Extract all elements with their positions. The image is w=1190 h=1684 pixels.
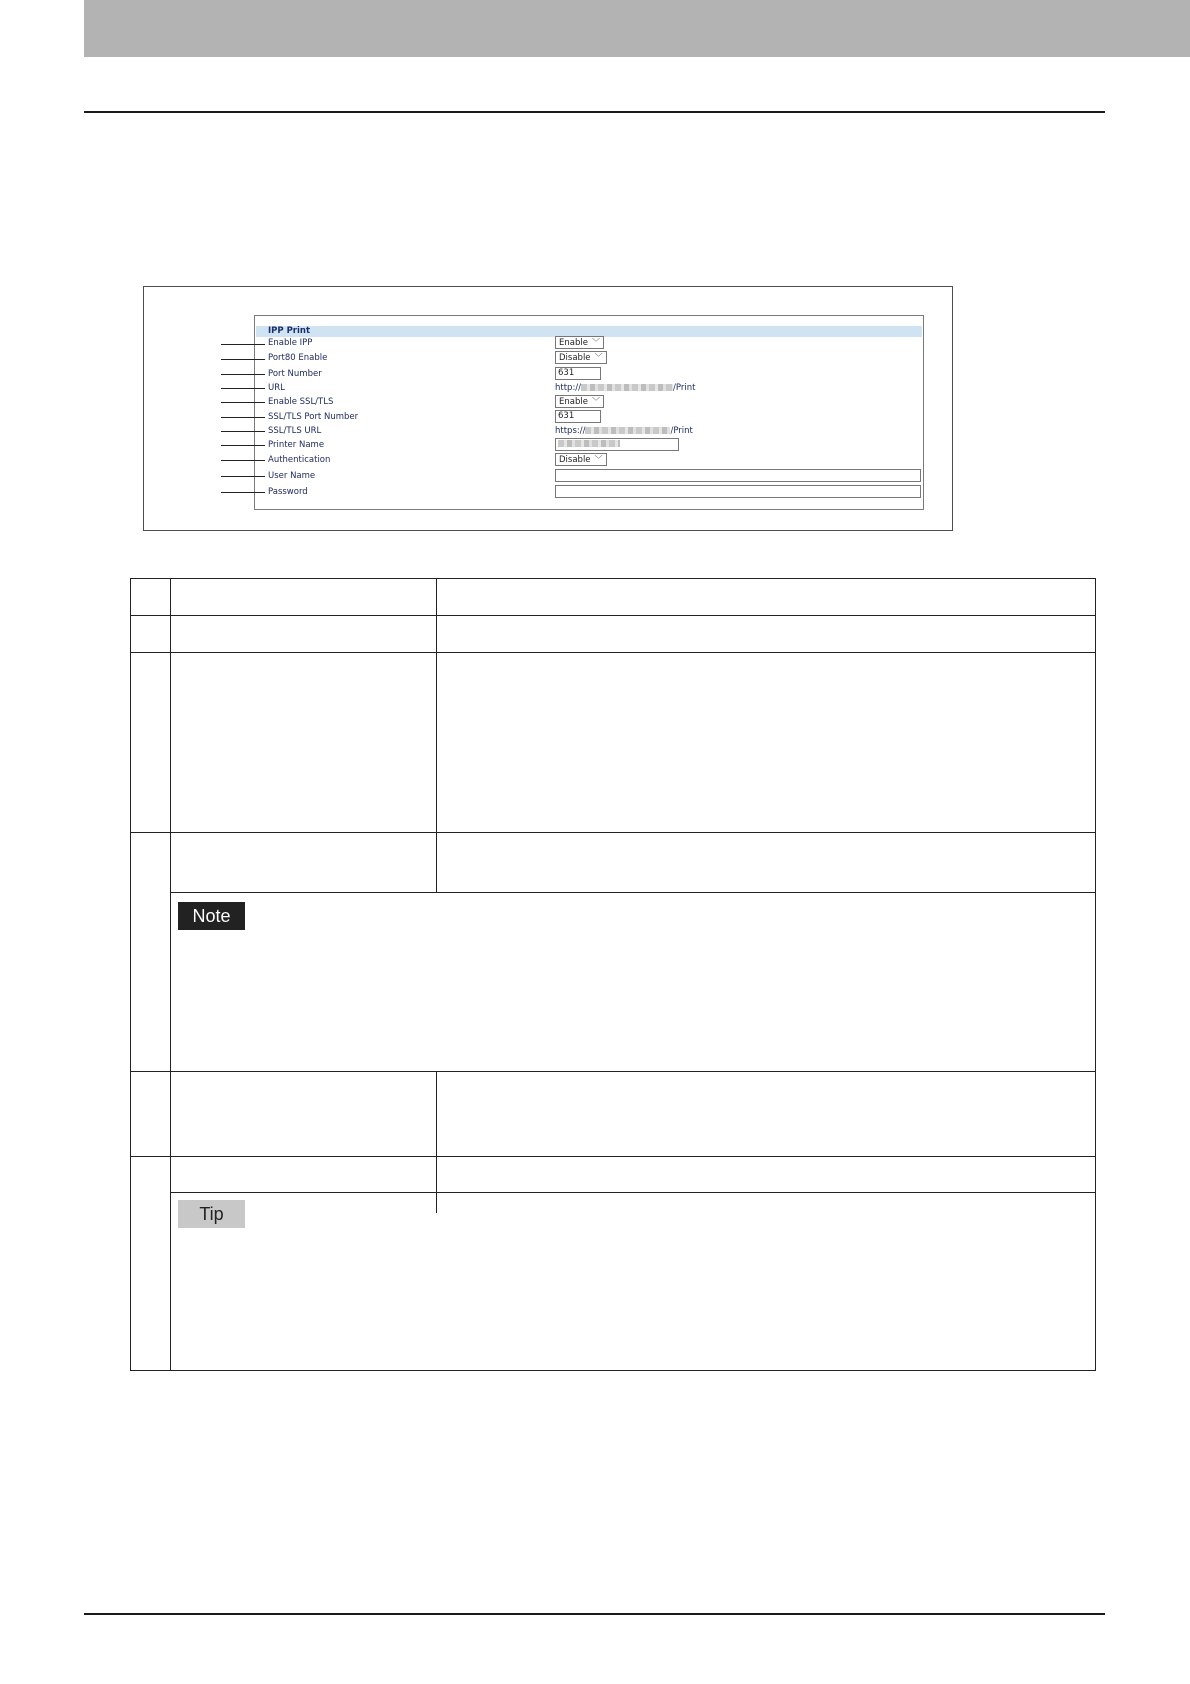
row-ssl-tls-url <box>268 424 918 438</box>
page-header-bar <box>84 0 1190 57</box>
row-port-number <box>268 367 918 381</box>
table-border <box>1095 578 1096 1371</box>
chevron-down-icon: ﹀ <box>591 338 600 347</box>
row-label: Enable SSL/TLS <box>268 397 334 407</box>
row-divider <box>130 1156 1096 1157</box>
callout-line <box>221 374 265 375</box>
item-description-table <box>130 578 1096 1371</box>
row-divider <box>130 615 1096 616</box>
enable-ipp-select[interactable]: Enable ﹀ <box>555 336 604 349</box>
row-authentication <box>268 453 918 467</box>
enable-ssl-tls-select[interactable]: Enable ﹀ <box>555 395 604 408</box>
ssl-tls-port-input[interactable]: 631 <box>555 410 601 423</box>
row-label: Authentication <box>268 455 331 465</box>
row-enable-ipp <box>268 336 918 350</box>
redacted-address <box>581 384 673 391</box>
row-label: Password <box>268 487 308 497</box>
note-label: Note <box>178 902 245 930</box>
row-user-name <box>268 469 918 483</box>
row-divider <box>130 832 1096 833</box>
table-border <box>130 578 1096 579</box>
callout-line <box>221 445 265 446</box>
table-border <box>130 578 131 1371</box>
chevron-down-icon: ﹀ <box>594 455 603 464</box>
panel-title: IPP Print <box>256 326 922 337</box>
url-value: http:// /Print <box>555 383 696 393</box>
callout-line <box>221 388 265 389</box>
port-number-input[interactable]: 631 <box>555 367 601 380</box>
chevron-down-icon: ﹀ <box>591 397 600 406</box>
row-password <box>268 485 918 499</box>
row-label: Port Number <box>268 369 322 379</box>
callout-line <box>221 402 265 403</box>
user-name-input[interactable] <box>555 469 921 482</box>
authentication-select[interactable]: Disable ﹀ <box>555 453 607 466</box>
row-label: Port80 Enable <box>268 353 328 363</box>
redacted-address <box>585 427 670 434</box>
tip-label: Tip <box>178 1200 245 1228</box>
password-input[interactable] <box>555 485 921 498</box>
chevron-down-icon: ﹀ <box>594 353 603 362</box>
ipp-print-screenshot <box>143 286 953 531</box>
row-label: Printer Name <box>268 440 325 450</box>
row-enable-ssl-tls <box>268 395 918 409</box>
callout-line <box>221 492 265 493</box>
port80-enable-select[interactable]: Disable ﹀ <box>555 351 607 364</box>
header-rule <box>84 111 1105 113</box>
row-label: URL <box>268 383 285 393</box>
row-divider <box>130 1071 1096 1072</box>
ssl-tls-url-value: https:// /Print <box>555 426 693 436</box>
callout-line <box>221 417 265 418</box>
row-printer-name <box>268 438 918 452</box>
callout-line <box>221 344 265 345</box>
redacted-printer-name <box>558 440 620 447</box>
footer-rule <box>84 1613 1105 1615</box>
callout-line <box>221 476 265 477</box>
callout-line <box>221 431 265 432</box>
row-label: SSL/TLS URL <box>268 426 322 436</box>
row-ssl-tls-port-number <box>268 410 918 424</box>
column-divider <box>170 578 171 1371</box>
column-divider <box>436 578 437 892</box>
callout-line <box>221 460 265 461</box>
row-label: SSL/TLS Port Number <box>268 412 359 422</box>
printer-name-input[interactable] <box>555 438 679 451</box>
row-divider <box>170 1192 1096 1193</box>
row-label: User Name <box>268 471 316 481</box>
callout-line <box>221 359 265 360</box>
row-divider <box>130 652 1096 653</box>
row-label: Enable IPP <box>268 338 313 348</box>
row-url <box>268 381 918 395</box>
row-divider <box>170 892 1096 893</box>
row-port80-enable <box>268 351 918 365</box>
ipp-print-panel <box>254 315 924 510</box>
table-border <box>130 1370 1096 1371</box>
